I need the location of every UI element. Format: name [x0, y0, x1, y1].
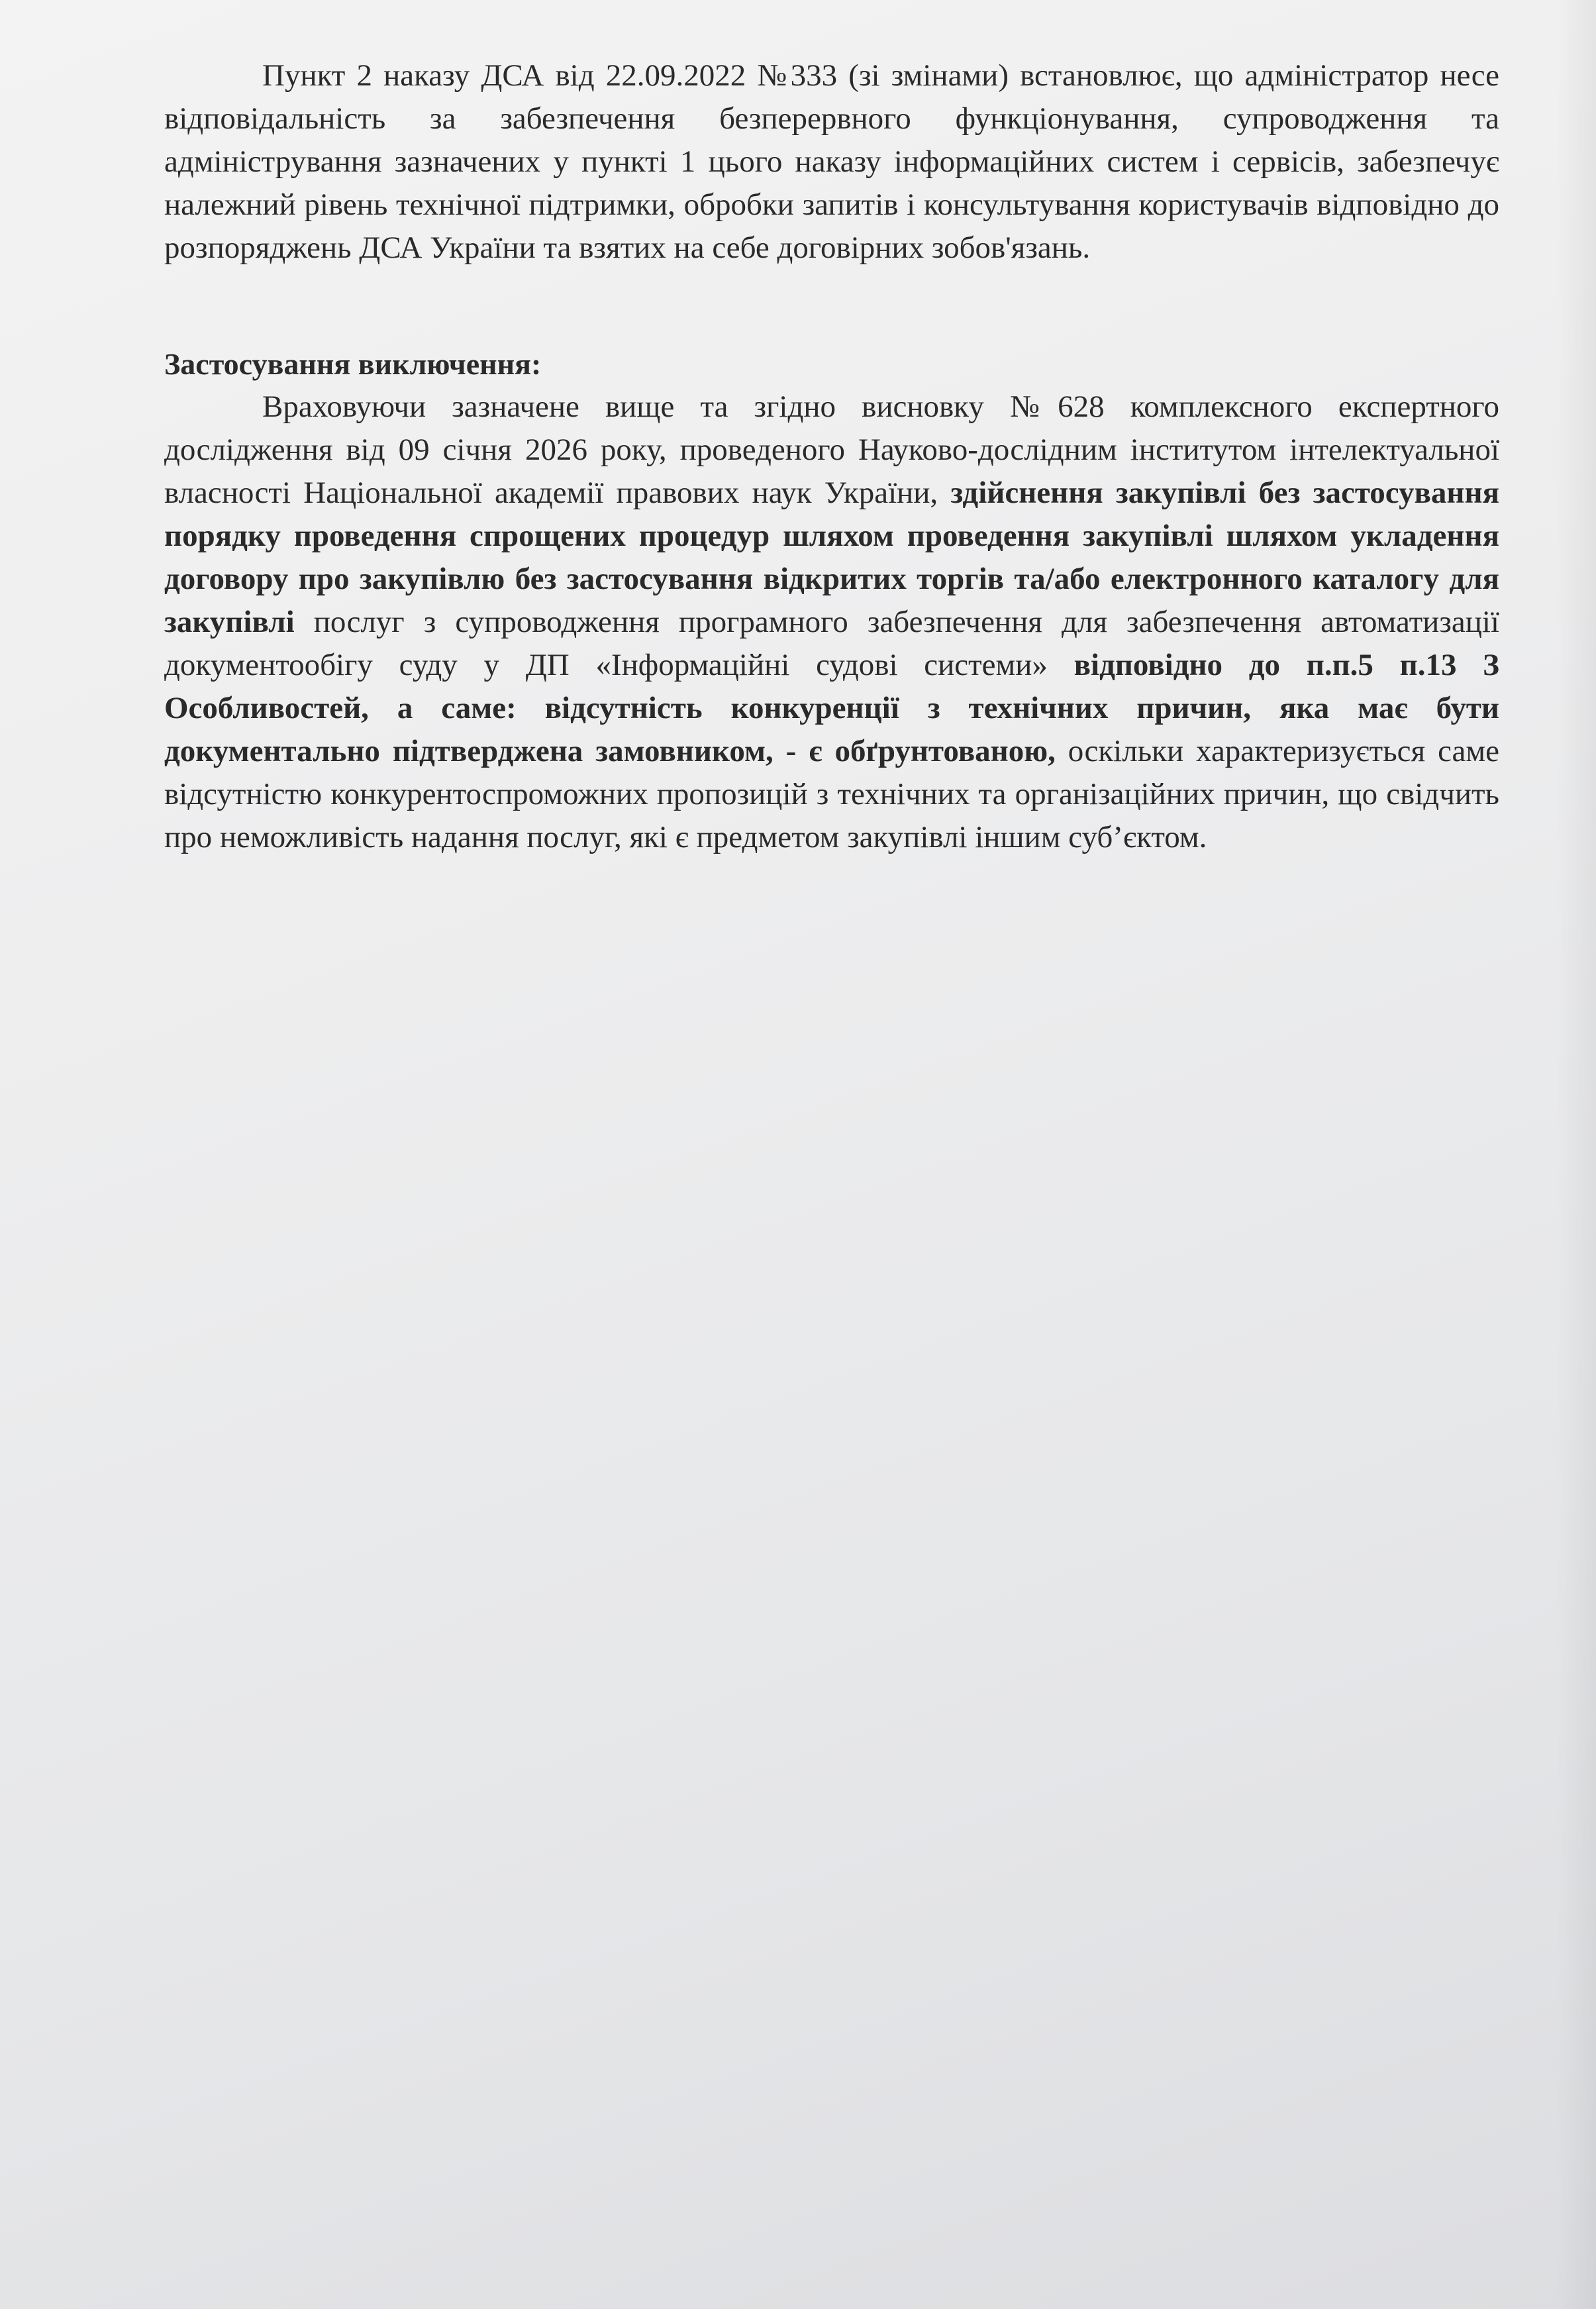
justification-conclusion-text: оскільки характеризується саме відсутністю конкурентоспроможних пропозицій з технічних та організаційних причин, що свідчить про неможливість надання послуг, які є предметом закупівлі іншим суб’єктом. [164, 734, 1499, 854]
justification-services-text: послуг з супроводження програмного забезпечення для забезпечення автоматизації документообігу суду у ДП «Інформаційні судові системи» [164, 605, 1499, 682]
justification-intro-text: Враховуючи зазначене вище та згідно висновку №628 комплексного експертного дослідження від 09 січня 2026 року, проведеного Науково-дослідним інститутом інтелектуальної власності Національної академії правових наук України, [164, 389, 1499, 510]
justification-bold-legal-basis: відповідно до п.п.5 п.13 З Особливостей, а саме: відсутність конкуренції з технічних причин, яка має бути документально підтверджена замовником, - є обґрунтованою, [164, 648, 1499, 768]
paragraph-admin-responsibility: Пункт 2 наказу ДСА від 22.09.2022 №333 (зі змінами) встановлює, що адміністратор несе відповідальність за забезпечення безперервного функціонування, супроводження та адміністрування зазначених у пункті 1 цього наказу інформаційних систем і сервісів, забезпечує належний рівень технічної підтримки, обробки запитів і консультування користувачів відповідно до розпоряджень ДСА України та взятих на себе договірних зобов'язань. [164, 58, 1499, 265]
section-heading-exception: Застосування виключення: [164, 347, 542, 381]
page-edge-shadow [1556, 0, 1596, 2309]
paragraph-exception-justification [164, 385, 1499, 859]
justification-bold-procurement: здійснення закупівлі без застосування порядку проведення спрощених процедур шляхом проведення закупівлі шляхом укладення договору про закупівлю без застосування відкритих торгів та/або електронного каталогу для закупівлі [164, 476, 1499, 639]
document-body [164, 54, 1499, 859]
